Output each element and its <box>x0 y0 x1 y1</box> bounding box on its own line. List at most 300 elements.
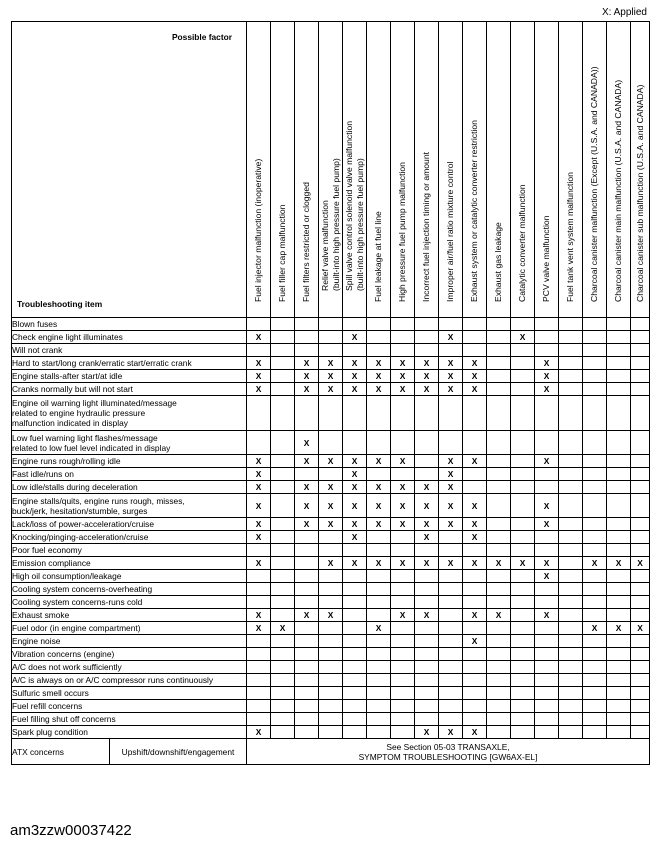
applied-cell <box>583 455 607 468</box>
applied-cell <box>439 531 463 544</box>
factor-label <box>397 162 408 302</box>
applied-cell <box>295 331 319 344</box>
table-row <box>12 622 650 635</box>
applied-cell <box>583 687 607 700</box>
applied-cell <box>247 713 271 726</box>
applied-cell <box>559 544 583 557</box>
applied-cell <box>463 674 487 687</box>
applied-cell <box>487 396 511 431</box>
applied-cell <box>583 713 607 726</box>
applied-cell <box>367 544 391 557</box>
factor-header-8 <box>415 22 439 318</box>
applied-mark: X <box>343 357 367 370</box>
applied-mark: X <box>295 357 319 370</box>
factor-header-5 <box>343 22 367 318</box>
applied-mark: X <box>535 383 559 396</box>
applied-cell <box>535 622 559 635</box>
troubleshooting-item <box>12 318 247 331</box>
applied-cell <box>631 396 650 431</box>
item-label-line: A/C does not work sufficiently <box>12 662 122 672</box>
applied-cell <box>463 396 487 431</box>
applied-cell <box>271 583 295 596</box>
troubleshooting-item <box>12 344 247 357</box>
applied-cell <box>487 344 511 357</box>
applied-mark: X <box>247 557 271 570</box>
applied-cell <box>487 635 511 648</box>
troubleshooting-item <box>12 622 247 635</box>
corner-cell <box>12 22 247 318</box>
applied-cell <box>343 648 367 661</box>
applied-mark: X <box>343 468 367 481</box>
applied-mark: X <box>319 481 343 494</box>
applied-cell <box>583 635 607 648</box>
applied-cell <box>463 648 487 661</box>
applied-cell <box>583 344 607 357</box>
applied-cell <box>247 431 271 455</box>
applied-mark: X <box>295 431 319 455</box>
applied-cell <box>295 318 319 331</box>
troubleshooting-table <box>11 21 650 765</box>
atx-subitem: Upshift/downshift/engagement <box>110 739 247 765</box>
factor-label-line: Fuel filler cap malfunction <box>277 204 287 302</box>
applied-cell <box>511 544 535 557</box>
applied-cell <box>583 544 607 557</box>
applied-cell <box>271 544 295 557</box>
troubleshooting-item-label: Troubleshooting item <box>17 299 103 309</box>
applied-cell <box>631 494 650 518</box>
applied-cell <box>559 383 583 396</box>
table-row <box>12 481 650 494</box>
applied-cell <box>463 661 487 674</box>
applied-mark: X <box>247 622 271 635</box>
applied-cell <box>415 396 439 431</box>
troubleshooting-item <box>12 544 247 557</box>
applied-cell <box>631 431 650 455</box>
applied-cell <box>559 494 583 518</box>
troubleshooting-item <box>12 713 247 726</box>
factor-label <box>493 222 504 302</box>
applied-cell <box>295 726 319 739</box>
applied-mark: X <box>487 557 511 570</box>
applied-mark: X <box>463 370 487 383</box>
troubleshooting-item <box>12 700 247 713</box>
applied-cell <box>295 661 319 674</box>
applied-mark: X <box>247 383 271 396</box>
applied-cell <box>319 544 343 557</box>
table-row <box>12 596 650 609</box>
applied-cell <box>607 357 631 370</box>
applied-cell <box>343 431 367 455</box>
applied-cell <box>367 713 391 726</box>
applied-cell <box>295 396 319 431</box>
table-row <box>12 713 650 726</box>
applied-mark: X <box>463 357 487 370</box>
troubleshooting-item <box>12 583 247 596</box>
applied-cell <box>511 635 535 648</box>
applied-mark: X <box>511 557 535 570</box>
applied-cell <box>391 661 415 674</box>
atx-category: ATX concerns <box>12 739 110 765</box>
applied-cell <box>415 431 439 455</box>
atx-reference-line: SYMPTOM TROUBLESHOOTING [GW6AX-EL] <box>358 751 538 762</box>
applied-cell <box>391 700 415 713</box>
applied-cell <box>535 713 559 726</box>
factor-label-line: (built-into high pressure fuel pump) <box>330 158 341 291</box>
applied-cell <box>535 531 559 544</box>
applied-cell <box>415 583 439 596</box>
troubleshooting-item <box>12 531 247 544</box>
item-label-line: Vibration concerns (engine) <box>12 649 115 659</box>
applied-cell <box>391 468 415 481</box>
applied-mark: X <box>535 370 559 383</box>
applied-cell <box>583 700 607 713</box>
applied-mark: X <box>247 726 271 739</box>
applied-cell <box>487 596 511 609</box>
applied-mark: X <box>511 331 535 344</box>
applied-cell <box>367 609 391 622</box>
applied-cell <box>583 648 607 661</box>
applied-cell <box>535 674 559 687</box>
applied-cell <box>463 596 487 609</box>
applied-cell <box>295 622 319 635</box>
applied-cell <box>583 494 607 518</box>
applied-cell <box>271 674 295 687</box>
applied-cell <box>343 713 367 726</box>
applied-cell <box>535 583 559 596</box>
factor-label-line: Exhaust gas leakage <box>493 222 503 302</box>
applied-cell <box>391 687 415 700</box>
applied-cell <box>583 431 607 455</box>
applied-cell <box>487 331 511 344</box>
applied-cell <box>343 622 367 635</box>
applied-mark: X <box>367 622 391 635</box>
applied-mark: X <box>295 370 319 383</box>
applied-cell <box>319 635 343 648</box>
applied-cell <box>607 481 631 494</box>
applied-cell <box>271 700 295 713</box>
applied-mark: X <box>607 622 631 635</box>
applied-mark: X <box>463 383 487 396</box>
applied-mark: X <box>319 383 343 396</box>
applied-mark: X <box>367 383 391 396</box>
applied-cell <box>463 713 487 726</box>
applied-cell <box>631 674 650 687</box>
applied-cell <box>487 687 511 700</box>
applied-cell <box>319 622 343 635</box>
applied-mark: X <box>463 455 487 468</box>
factor-label-line: Fuel tank vent system malfunction <box>565 172 575 302</box>
applied-cell <box>559 318 583 331</box>
applied-cell <box>559 726 583 739</box>
applied-cell <box>439 431 463 455</box>
table-row <box>12 661 650 674</box>
applied-cell <box>439 570 463 583</box>
applied-cell <box>511 455 535 468</box>
applied-cell <box>439 622 463 635</box>
applied-cell <box>559 674 583 687</box>
applied-cell <box>415 622 439 635</box>
troubleshooting-item <box>12 596 247 609</box>
factor-label <box>445 162 456 302</box>
applied-cell <box>295 674 319 687</box>
applied-mark: X <box>415 518 439 531</box>
applied-cell <box>607 396 631 431</box>
applied-cell <box>271 661 295 674</box>
applied-cell <box>295 596 319 609</box>
factor-label-line: Fuel injector malfunction (inoperative) <box>253 158 263 302</box>
applied-cell <box>271 609 295 622</box>
applied-cell <box>559 700 583 713</box>
applied-cell <box>391 674 415 687</box>
applied-cell <box>511 344 535 357</box>
applied-cell <box>511 687 535 700</box>
factor-label <box>469 120 480 302</box>
applied-cell <box>607 518 631 531</box>
item-label-line: Cranks normally but will not start <box>12 384 134 394</box>
factor-label <box>253 159 264 302</box>
applied-cell <box>607 713 631 726</box>
applied-mark: X <box>247 494 271 518</box>
applied-mark: X <box>247 609 271 622</box>
applied-cell <box>511 609 535 622</box>
applied-cell <box>583 383 607 396</box>
table-row <box>12 518 650 531</box>
applied-mark: X <box>367 481 391 494</box>
applied-cell <box>415 468 439 481</box>
applied-mark: X <box>415 481 439 494</box>
applied-cell <box>631 357 650 370</box>
applied-cell <box>607 583 631 596</box>
factor-label <box>320 158 342 291</box>
applied-cell <box>487 544 511 557</box>
applied-cell <box>463 583 487 596</box>
applied-mark: X <box>463 494 487 518</box>
applied-cell <box>295 344 319 357</box>
applied-cell <box>271 370 295 383</box>
applied-cell <box>415 544 439 557</box>
applied-cell <box>607 570 631 583</box>
applied-mark: X <box>247 370 271 383</box>
applied-cell <box>415 331 439 344</box>
applied-cell <box>271 518 295 531</box>
applied-cell <box>583 357 607 370</box>
applied-mark: X <box>607 557 631 570</box>
troubleshooting-item <box>12 687 247 700</box>
applied-mark: X <box>391 370 415 383</box>
applied-mark: X <box>367 357 391 370</box>
applied-cell <box>631 455 650 468</box>
applied-cell <box>559 481 583 494</box>
applied-mark: X <box>415 357 439 370</box>
table-row <box>12 700 650 713</box>
troubleshooting-item <box>12 357 247 370</box>
table-row <box>12 609 650 622</box>
item-label-line: Fuel odor (in engine compartment) <box>12 623 141 633</box>
applied-cell <box>463 622 487 635</box>
applied-cell <box>319 700 343 713</box>
applied-cell <box>295 635 319 648</box>
applied-cell <box>559 687 583 700</box>
applied-cell <box>559 357 583 370</box>
applied-cell <box>487 583 511 596</box>
applied-mark: X <box>271 622 295 635</box>
applied-cell <box>487 661 511 674</box>
applied-cell <box>463 331 487 344</box>
applied-cell <box>583 726 607 739</box>
factor-label <box>421 152 432 302</box>
applied-cell <box>271 431 295 455</box>
applied-cell <box>319 674 343 687</box>
factor-label-line: Incorrect fuel injection timing or amount <box>421 152 431 302</box>
applied-cell <box>415 687 439 700</box>
applied-cell <box>607 468 631 481</box>
applied-cell <box>559 661 583 674</box>
applied-cell <box>583 596 607 609</box>
item-label-line: related to low fuel level indicated in display <box>12 442 171 453</box>
applied-cell <box>295 531 319 544</box>
applied-cell <box>559 570 583 583</box>
factor-header-10 <box>463 22 487 318</box>
applied-cell <box>559 648 583 661</box>
applied-cell <box>271 455 295 468</box>
applied-mark: X <box>535 557 559 570</box>
applied-cell <box>295 544 319 557</box>
applied-cell <box>391 583 415 596</box>
factor-label <box>373 211 384 302</box>
applied-cell <box>247 648 271 661</box>
item-label-line: Knocking/pinging-acceleration/cruise <box>12 532 149 542</box>
factor-label <box>344 121 366 291</box>
applied-cell <box>319 331 343 344</box>
applied-cell <box>319 661 343 674</box>
applied-cell <box>607 674 631 687</box>
applied-mark: X <box>439 557 463 570</box>
applied-cell <box>535 544 559 557</box>
applied-cell <box>511 357 535 370</box>
applied-cell <box>391 396 415 431</box>
factor-header-11 <box>487 22 511 318</box>
applied-cell <box>271 481 295 494</box>
applied-cell <box>271 713 295 726</box>
applied-cell <box>631 700 650 713</box>
applied-cell <box>535 431 559 455</box>
item-label-line: Lack/loss of power-acceleration/cruise <box>12 519 154 529</box>
applied-cell <box>511 518 535 531</box>
applied-cell <box>487 431 511 455</box>
applied-cell <box>631 596 650 609</box>
applied-cell <box>271 318 295 331</box>
applied-cell <box>319 531 343 544</box>
factor-header-13 <box>535 22 559 318</box>
applied-cell <box>439 661 463 674</box>
applied-cell <box>631 383 650 396</box>
applied-cell <box>343 344 367 357</box>
applied-mark: X <box>487 609 511 622</box>
factor-header-4 <box>319 22 343 318</box>
applied-cell <box>271 331 295 344</box>
applied-cell <box>367 431 391 455</box>
applied-cell <box>535 661 559 674</box>
applied-cell <box>511 468 535 481</box>
applied-cell <box>391 570 415 583</box>
applied-mark: X <box>319 455 343 468</box>
applied-cell <box>319 687 343 700</box>
applied-cell <box>367 700 391 713</box>
applied-mark: X <box>391 383 415 396</box>
figure-id: am3zzw00037422 <box>10 822 132 839</box>
item-label-line: Poor fuel economy <box>12 545 82 555</box>
applied-cell <box>607 331 631 344</box>
applied-cell <box>367 661 391 674</box>
applied-cell <box>487 357 511 370</box>
applied-cell <box>583 531 607 544</box>
applied-mark: X <box>391 481 415 494</box>
applied-mark: X <box>439 357 463 370</box>
item-label-line: Will not crank <box>12 345 63 355</box>
item-label-line: Sulfuric smell occurs <box>12 688 89 698</box>
applied-mark: X <box>343 481 367 494</box>
applied-cell <box>535 596 559 609</box>
applied-cell <box>367 468 391 481</box>
applied-cell <box>247 583 271 596</box>
applied-mark: X <box>439 455 463 468</box>
applied-cell <box>391 331 415 344</box>
applied-mark: X <box>343 557 367 570</box>
applied-cell <box>631 583 650 596</box>
atx-row <box>12 739 650 765</box>
applied-cell <box>487 622 511 635</box>
applied-mark: X <box>535 518 559 531</box>
applied-mark: X <box>319 609 343 622</box>
applied-cell <box>487 383 511 396</box>
applied-cell <box>535 687 559 700</box>
applied-cell <box>535 481 559 494</box>
applied-cell <box>415 674 439 687</box>
table-row <box>12 544 650 557</box>
item-label-line: buck/jerk, hesitation/stumble, surges <box>12 505 148 516</box>
applied-cell <box>439 687 463 700</box>
legend-text: X: Applied <box>601 7 647 18</box>
troubleshooting-item <box>12 455 247 468</box>
applied-cell <box>607 344 631 357</box>
applied-cell <box>511 583 535 596</box>
applied-cell <box>247 318 271 331</box>
applied-mark: X <box>343 518 367 531</box>
applied-cell <box>343 700 367 713</box>
applied-cell <box>439 344 463 357</box>
troubleshooting-item <box>12 481 247 494</box>
applied-cell <box>367 344 391 357</box>
factor-header-9 <box>439 22 463 318</box>
item-label-line: Engine stalls-after start/at idle <box>12 371 123 381</box>
troubleshooting-item <box>12 570 247 583</box>
item-label-line: Fast idle/runs on <box>12 469 74 479</box>
applied-cell <box>631 635 650 648</box>
applied-cell <box>559 622 583 635</box>
factor-header-17 <box>631 22 650 318</box>
applied-cell <box>631 726 650 739</box>
applied-mark: X <box>535 455 559 468</box>
applied-cell <box>463 481 487 494</box>
applied-cell <box>463 344 487 357</box>
applied-cell <box>319 318 343 331</box>
applied-mark: X <box>343 531 367 544</box>
applied-cell <box>391 622 415 635</box>
applied-cell <box>583 609 607 622</box>
factor-label-line: Charcoal canister main malfunction (U.S.A. and CANADA) <box>613 79 623 302</box>
factor-label <box>301 182 312 302</box>
applied-cell <box>343 674 367 687</box>
